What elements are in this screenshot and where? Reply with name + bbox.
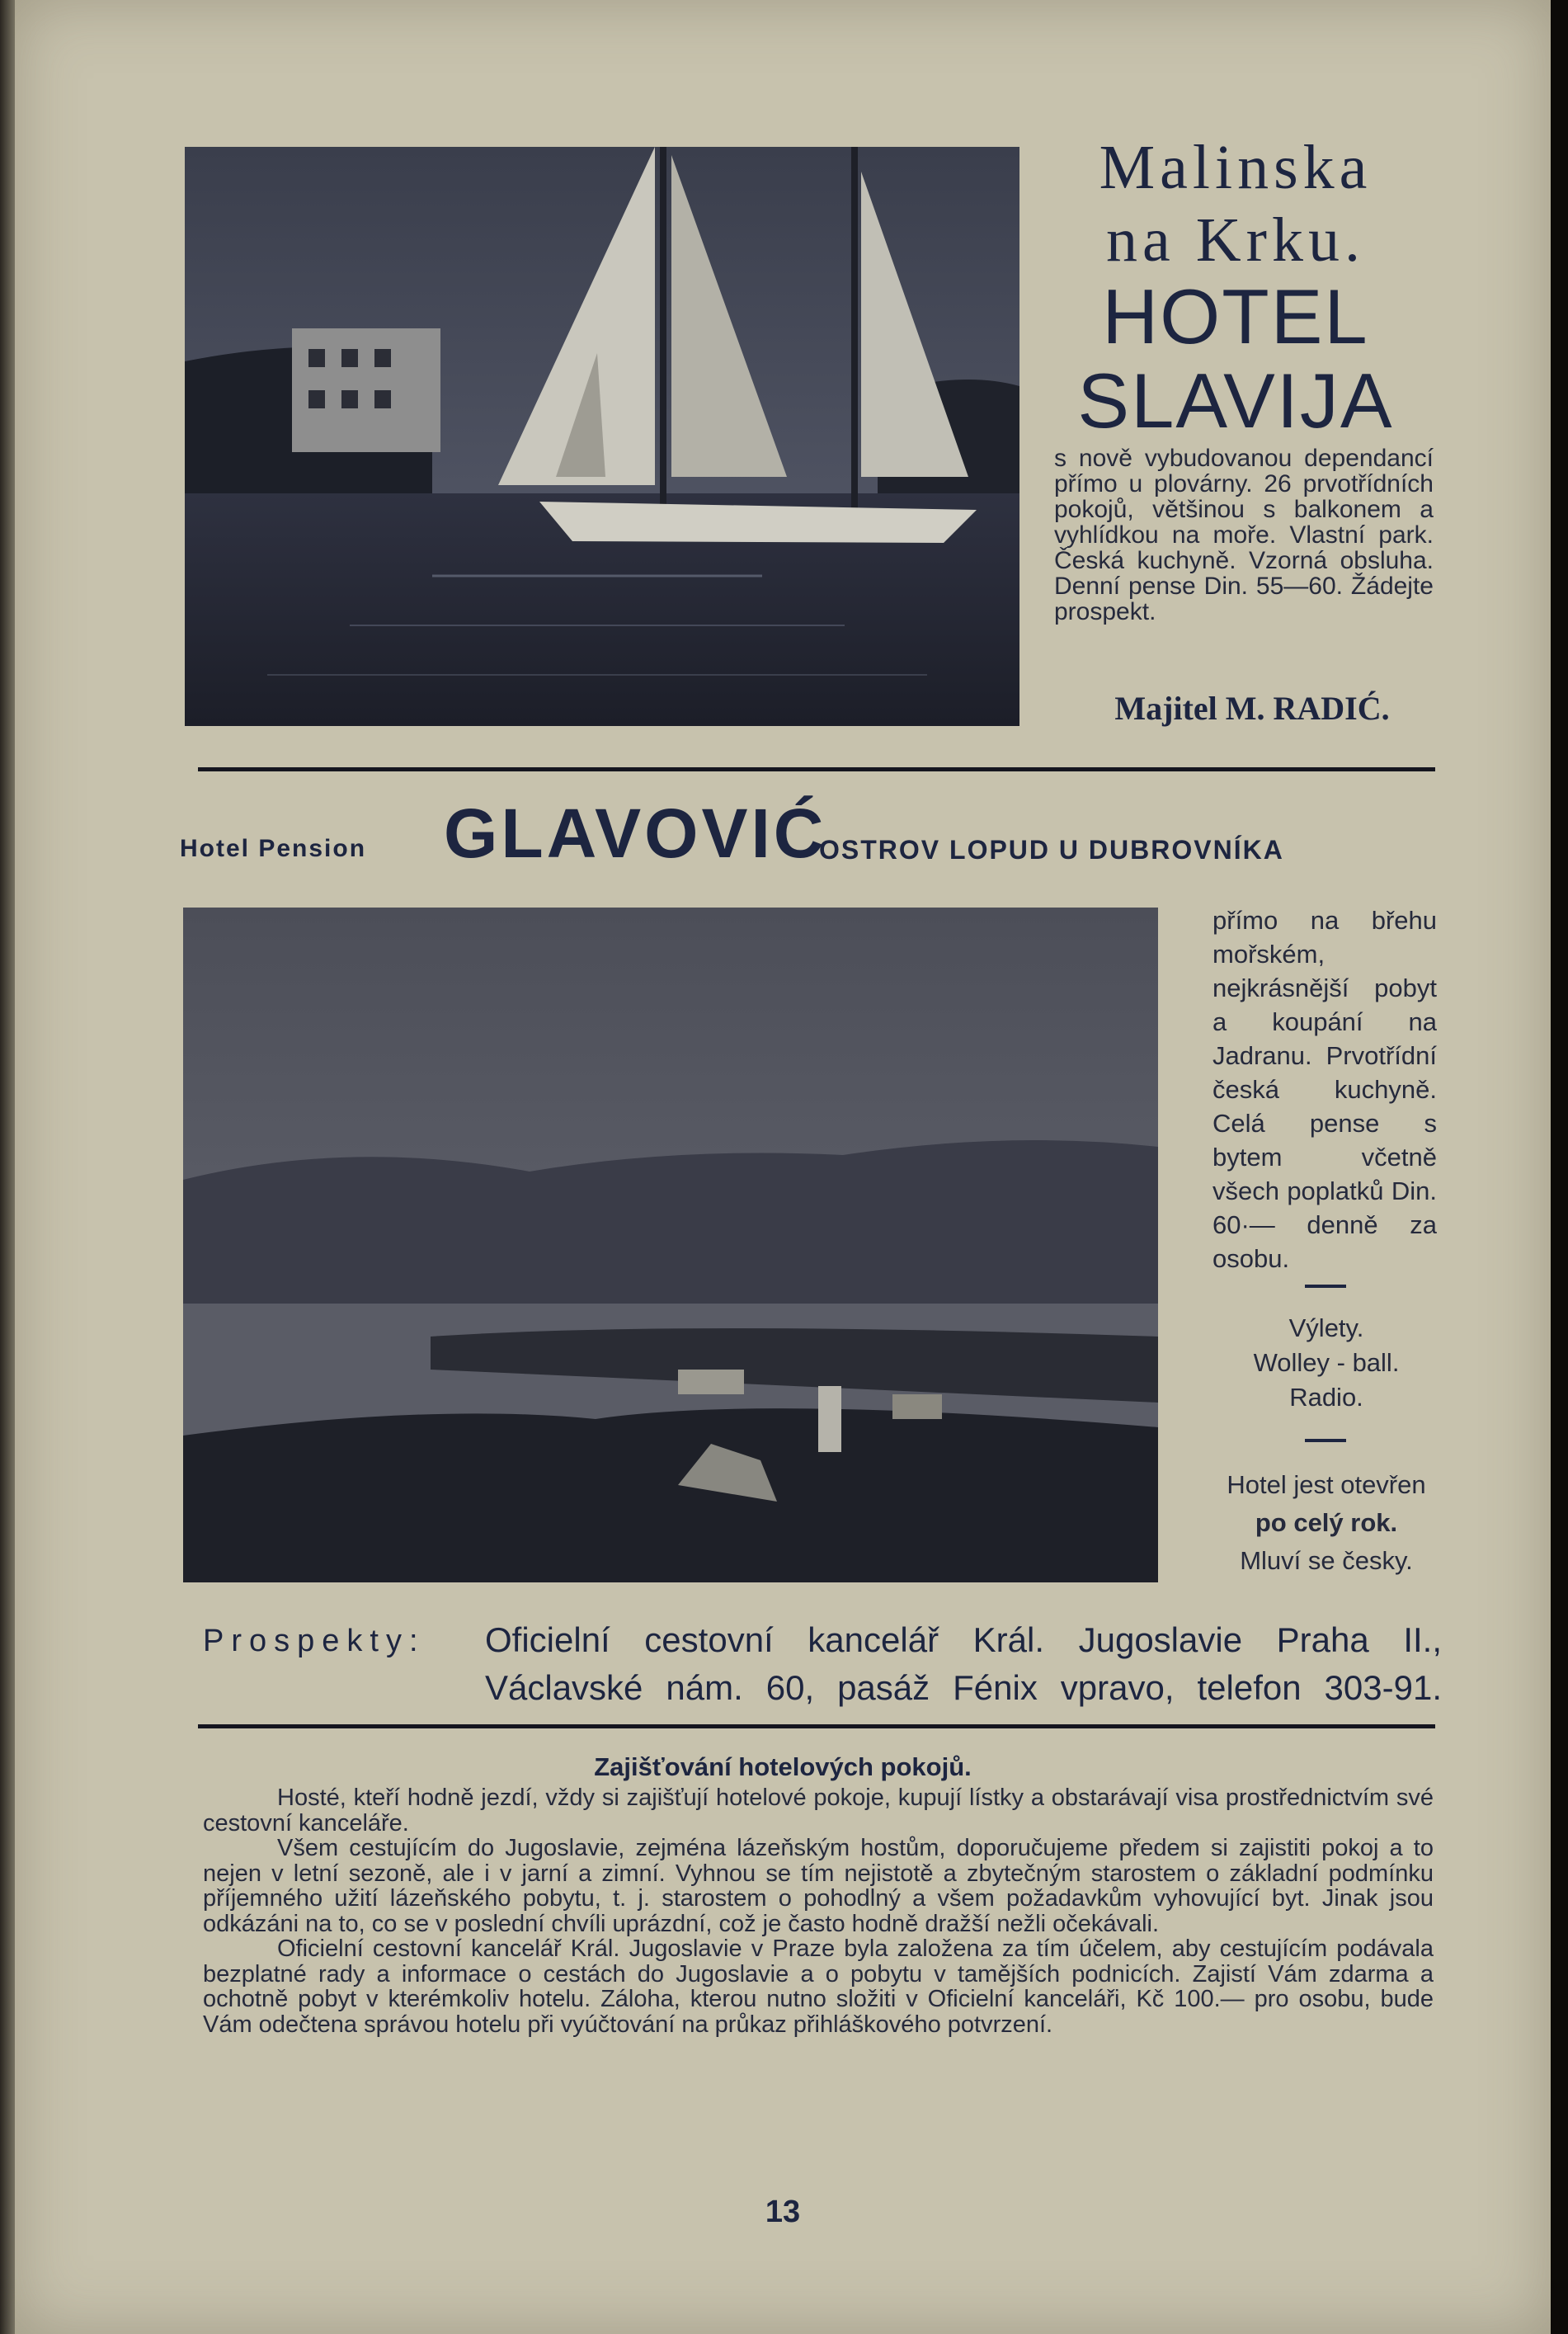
lopud-photo [183,908,1158,1582]
glavovic-prefix: Hotel Pension [180,835,367,862]
divider-bottom [198,1724,1435,1728]
glavovic-description: přímo na břehu mořském, nejkrásnější pobyt a koupání na Jadranu. Prvotřídní česká kuchyně. Celá pense s bytem včetně všech poplatků Din. 60·— denně za osobu. [1212,906,1437,1273]
slavija-town: Malinska [1099,133,1373,202]
prospekty-label: Prospekty: [203,1624,426,1658]
article-paragraph-2: Všem cestujícím do Jugoslavie, zejména lázeňským hostům, doporučujeme předem si zajistiti pokoj a to nejen v letní sezoně, ale i v jarní a zimní. Vyhnou se tím nejistotě a zbytečným starostem o základní podmínku příjemného užití lázeňského pobytu, t. j. starostem o pohodlný a všem požadavkům vyhovující byt. Jinak jsou odkázáni na to, co se v poslední chvíli uprázdní, což je často hodně dražší nežli očekávali. [203,1835,1434,1937]
glavovic-amenity-2: Wolley - ball. [1253,1348,1400,1377]
glavovic-amenity-3: Radio. [1289,1383,1363,1412]
divider-dash-2 [1305,1439,1346,1442]
prospekty-line2: Václavské nám. 60, pasáž Fénix vpravo, telefon 303-91. [485,1668,1442,1707]
glavovic-open-line2: po celý rok. [1255,1508,1398,1537]
prospekty-line1: Oficielní cestovní kancelář Král. Jugoslavie Praha II., [485,1620,1442,1659]
sailboat-photo [185,147,1019,726]
article-paragraph-3: Oficielní cestovní kancelář Král. Jugoslavie v Praze byla založena za tím účelem, aby cestujícím podávala bezplatné rady a informace o cestách do Jugoslavie a o pobytu v tamějších podnicích. Zajistí Vám zdarma a ochotně pobyt v kterémkoliv hotelu. Záloha, kterou nutno složiti v Oficielní kanceláři, Kč 100.— pro osobu, bude Vám odečtena správou hotelu při vyúčtování na průkaz přihláškového potvrzení. [203,1936,1434,2038]
slavija-hotel-name: SLAVIJA [1077,357,1394,444]
slavija-owner: Majitel M. RADIĆ. [1114,690,1390,727]
divider-top [198,767,1435,771]
glavovic-open-line1: Hotel jest otevřen [1227,1470,1426,1499]
glavovic-location: OSTROV LOPUD U DUBROVNÍKA [819,835,1284,865]
slavija-description: s nově vybudovanou dependancí přímo u plovárny. 26 prvotřídních pokojů, většinou s balkonem a vyhlídkou na moře. Vlastní park. Česká kuchyně. Vzorná obsluha. Denní pense Din. 55—60. Žádejte prospekt. [1054,445,1434,625]
article-body [203,1785,1434,2037]
slavija-hotel-word: HOTEL [1102,273,1369,360]
glavovic-amenity-1: Výlety. [1288,1313,1364,1342]
glavovic-language: Mluví se česky. [1240,1546,1413,1575]
slavija-island: na Krku. [1106,205,1365,275]
page-number: 13 [765,2195,801,2229]
divider-dash-1 [1305,1285,1346,1288]
article-paragraph-1: Hosté, kteří hodně jezdí, vždy si zajišťují hotelové pokoje, kupují lístky a obstarávají visa prostřednictvím své cestovní kanceláře. [203,1785,1434,1837]
magazine-page [15,0,1551,2334]
glavovic-name: GLAVOVIĆ [444,795,827,872]
article-title: Zajišťování hotelových pokojů. [594,1752,972,1781]
